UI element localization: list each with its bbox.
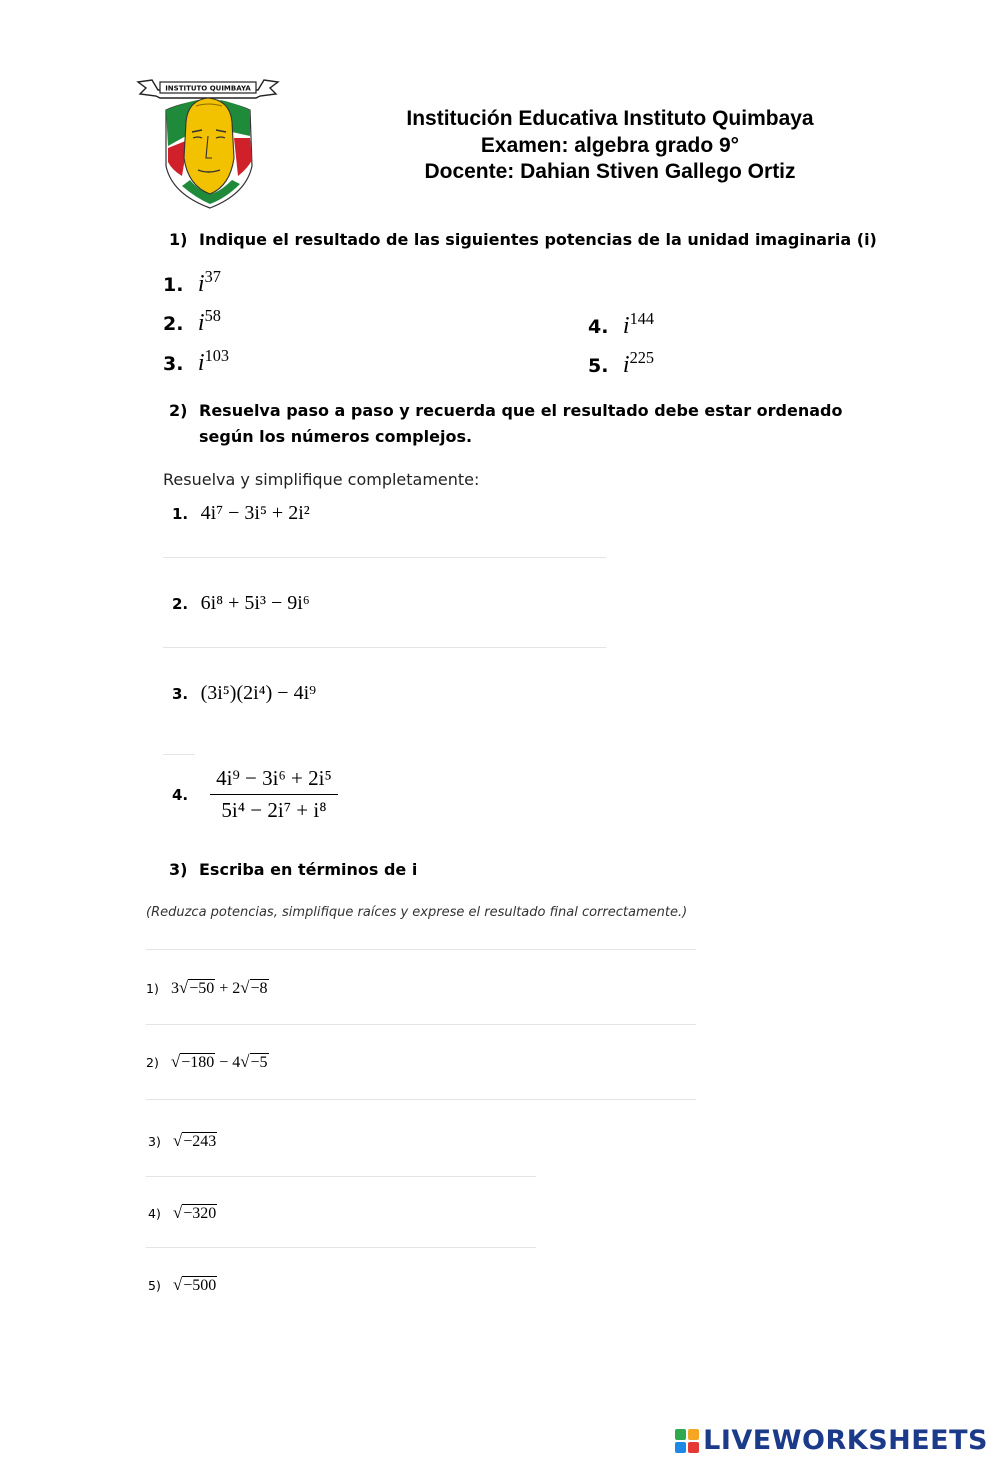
part3-item [148, 1203, 217, 1223]
part2-item [172, 682, 316, 705]
part1-number: 1) [169, 230, 188, 249]
part1-item-number: 2. [163, 313, 184, 335]
part3-item-expression: √−320 [173, 1203, 217, 1222]
liveworksheets-brand [675, 1425, 988, 1456]
answer-line [163, 647, 606, 648]
brand-name: LIVEWORKSHEETS [703, 1425, 988, 1456]
answer-line [146, 1247, 536, 1248]
part2-item [172, 502, 310, 525]
part2-item [172, 766, 338, 823]
answer-line [163, 557, 606, 558]
part3-item [148, 1275, 217, 1295]
part3-item-number: 4) [148, 1206, 161, 1221]
fraction-denominator: 5i⁴ − 2i⁷ + i⁸ [221, 798, 327, 822]
part3-item [148, 1131, 217, 1151]
part2-heading-text: Resuelva paso a paso y recuerda que el resultado debe estar ordenado según los números complejos. [199, 401, 843, 446]
part1-item-expression: $i^{144}$ [622, 309, 655, 339]
part3-item-number: 3) [148, 1134, 161, 1149]
part3-item-number: 2) [146, 1055, 159, 1070]
part1-item [163, 346, 230, 377]
part2-fraction [210, 766, 338, 823]
part2-item [172, 592, 310, 615]
part1-heading-text: Indique el resultado de las siguientes potencias de la unidad imaginaria (i) [199, 230, 877, 249]
institution-name: Institución Educativa Instituto Quimbaya [406, 107, 814, 130]
part1-item [163, 306, 221, 337]
part2-number: 2) [169, 401, 188, 420]
fraction-numerator: 4i⁹ − 3i⁶ + 2i⁵ [210, 766, 338, 795]
part2-heading [169, 398, 889, 450]
part1-item [588, 348, 655, 379]
part2-item-number: 3. [172, 685, 189, 703]
part2-item-number: 1. [172, 505, 189, 523]
header-title-block [330, 106, 890, 186]
answer-line [146, 1176, 536, 1177]
part1-item-number: 5. [588, 355, 609, 377]
part3-item-expression: 3√−50 + 2√−8 [171, 978, 268, 997]
part1-item-expression: $i^{58}$ [197, 306, 221, 336]
part3-instructions: (Reduzca potencias, simplifique raíces y exprese el resultado final correctamente.) [146, 905, 688, 920]
part2-subheading: Resuelva y simplifique completamente: [163, 470, 480, 489]
part3-item [146, 1052, 269, 1072]
school-logo [136, 76, 280, 210]
svg-text:INSTITUTO QUIMBAYA: INSTITUTO QUIMBAYA [165, 84, 251, 93]
part2-item-number: 4. [172, 785, 189, 804]
part1-item-expression: $i^{37}$ [197, 267, 221, 297]
part1-item [588, 309, 655, 340]
answer-line [146, 1024, 696, 1025]
school-crest-icon [136, 76, 280, 210]
part2-item-number: 2. [172, 595, 189, 613]
part3-item-number: 1) [146, 981, 159, 996]
part1-item [163, 267, 221, 298]
part2-item-expression: 6i⁸ + 5i³ − 9i⁶ [200, 592, 310, 614]
part1-item-expression: $i^{103}$ [197, 346, 230, 376]
part1-heading [169, 227, 929, 253]
part2-item-expression: (3i⁵)(2i⁴) − 4i⁹ [200, 682, 317, 704]
part3-item [146, 978, 269, 998]
part3-number: 3) [169, 860, 188, 879]
part1-item-number: 4. [588, 316, 609, 338]
answer-line [163, 754, 195, 755]
part1-item-number: 1. [163, 274, 184, 296]
part3-item-expression: √−243 [173, 1131, 217, 1150]
part1-item-number: 3. [163, 353, 184, 375]
part3-heading [169, 857, 417, 883]
answer-line [146, 949, 696, 950]
liveworksheets-logo-icon [675, 1429, 699, 1453]
part3-heading-text: Escriba en términos de i [199, 860, 418, 879]
teacher-name: Docente: Dahian Stiven Gallego Ortiz [424, 160, 796, 183]
part3-item-expression: √−180 − 4√−5 [171, 1052, 268, 1071]
part3-item-number: 5) [148, 1278, 161, 1293]
part3-item-expression: √−500 [173, 1275, 217, 1294]
exam-title: Examen: algebra grado 9° [480, 133, 740, 157]
answer-line [146, 1099, 696, 1100]
part1-item-expression: $i^{225}$ [622, 348, 655, 378]
part2-item-expression: 4i⁷ − 3i⁵ + 2i² [200, 502, 310, 524]
